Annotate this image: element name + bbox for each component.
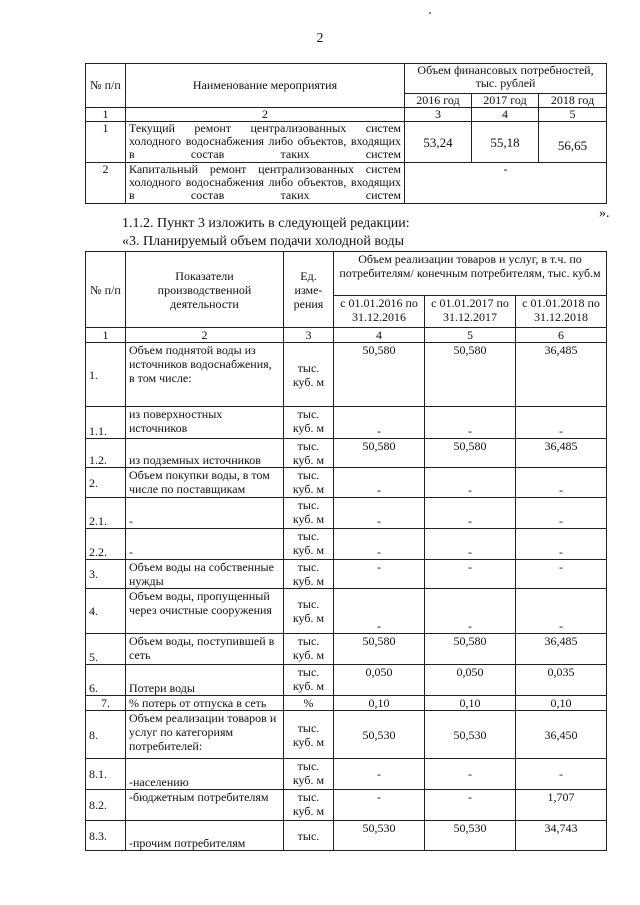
- value-2016: 50,580: [334, 634, 425, 665]
- value-2017: 0,050: [425, 665, 516, 696]
- value-2017: -: [425, 759, 516, 790]
- row-unit: тыс. куб. м: [284, 711, 334, 759]
- index-cell: 3: [284, 328, 334, 343]
- value-2016: -: [334, 759, 425, 790]
- row-num: 2.2.: [86, 529, 126, 560]
- table-row: [86, 343, 607, 407]
- value-2018: -: [516, 759, 607, 790]
- row-name: Объем воды на собственные нужды: [126, 560, 284, 589]
- value-2018: -: [516, 560, 607, 589]
- row-unit: тыс. куб. м: [284, 439, 334, 468]
- value-2017: 50,580: [425, 439, 516, 468]
- row-name: Текущий ремонт централизованных систем холодного водоснабжения либо объектов, входящих в состав таких систем: [126, 122, 405, 163]
- table-row: [86, 498, 607, 529]
- row-unit: тыс. куб. м: [284, 634, 334, 665]
- row-name: Объем поднятой воды из источников водоснабжения, в том числе:: [126, 343, 284, 407]
- row-name: -населению: [126, 759, 284, 790]
- page-number: 2: [316, 31, 324, 46]
- value-2016: 50,580: [334, 343, 425, 407]
- row-unit: тыс. куб. м: [284, 343, 334, 407]
- index-cell: 5: [539, 108, 607, 122]
- value-2016: 50,530: [334, 821, 425, 851]
- row-num: 1: [86, 122, 126, 163]
- table-row: [86, 589, 607, 634]
- row-name: Объем воды, пропущенный через очистные сооружения: [126, 589, 284, 634]
- value-2017: 50,580: [425, 343, 516, 407]
- row-num: 5.: [86, 634, 126, 665]
- value-2016: 0,10: [334, 696, 425, 711]
- row-name: из подземных источников: [126, 439, 284, 468]
- value-2018: 36,485: [516, 439, 607, 468]
- row-num: 3.: [86, 560, 126, 589]
- row-name: -: [126, 529, 284, 560]
- table-row: [86, 759, 607, 790]
- row-unit: тыс. куб. м: [284, 529, 334, 560]
- table-row: [86, 163, 607, 204]
- row-unit: тыс. куб. м: [284, 468, 334, 498]
- paragraph-heading: «3. Планируемый объем подачи холодной воды: [122, 234, 404, 249]
- value-2018: 0,10: [516, 696, 607, 711]
- value-2016: -: [334, 589, 425, 634]
- row-name: Объем воды, поступившей в сеть: [126, 634, 284, 665]
- header-num: № п/п: [86, 64, 126, 108]
- header-period-2018: с 01.01.2018 по 31.12.2018: [516, 296, 607, 328]
- row-name: -прочим потребителям: [126, 821, 284, 851]
- table-row: [86, 122, 607, 163]
- row-unit: тыс. куб. м: [284, 790, 334, 821]
- value-2018: 56,65: [539, 122, 607, 163]
- row-num: 1.: [86, 343, 126, 407]
- row-num: 2: [86, 163, 126, 204]
- value-2017: -: [425, 498, 516, 529]
- value-2017: 50,530: [425, 711, 516, 759]
- water-supply-table: [85, 251, 607, 851]
- row-name: % потерь от отпуска в сеть: [126, 696, 284, 711]
- table-row: [86, 468, 607, 498]
- index-cell: 2: [126, 108, 405, 122]
- value-2017: -: [425, 468, 516, 498]
- row-unit: тыс. куб. м: [284, 759, 334, 790]
- index-cell: 4: [472, 108, 539, 122]
- index-cell: 2: [126, 328, 284, 343]
- table-row: [86, 711, 607, 759]
- row-num: 2.: [86, 468, 126, 498]
- value-2017: -: [425, 560, 516, 589]
- header-finance: Объем финансовых потребностей, тыс. рублей: [405, 64, 607, 94]
- row-unit: тыс. куб. м: [284, 589, 334, 634]
- row-unit: тыс. куб. м: [284, 560, 334, 589]
- header-indicator: Показатели производственной деятельности: [126, 252, 284, 328]
- index-cell: 6: [516, 328, 607, 343]
- row-name: Капитальный ремонт централизованных систем холодного водоснабжения либо объектов, входящих в состав таких систем: [126, 163, 405, 204]
- row-unit: тыс. куб. м: [284, 407, 334, 439]
- value-2016: -: [334, 529, 425, 560]
- row-name: Объем покупки воды, в том числе по поставщикам: [126, 468, 284, 498]
- index-cell: 4: [334, 328, 425, 343]
- row-num: 2.1.: [86, 498, 126, 529]
- header-num: № п/п: [86, 252, 126, 328]
- header-period-2017: с 01.01.2017 по 31.12.2017: [425, 296, 516, 328]
- header-unit: Ед. изме-рения: [284, 252, 334, 328]
- value-2017: -: [425, 407, 516, 439]
- index-row: [86, 108, 607, 122]
- value-2018: -: [516, 529, 607, 560]
- table-row: [86, 821, 607, 851]
- value-2018: 0,035: [516, 665, 607, 696]
- paragraph-instruction: 1.1.2. Пункт 3 изложить в следующей редакции:: [122, 216, 410, 231]
- value-2016: -: [334, 468, 425, 498]
- row-num: 8.2.: [86, 790, 126, 821]
- table-row: [86, 407, 607, 439]
- row-num: 6.: [86, 665, 126, 696]
- header-period-2016: с 01.01.2016 по 31.12.2016: [334, 296, 425, 328]
- value-2017: -: [425, 529, 516, 560]
- value-2016: -: [334, 790, 425, 821]
- header-event-name: Наименование мероприятия: [126, 64, 405, 108]
- row-num: 7.: [86, 696, 126, 711]
- table-row: [86, 529, 607, 560]
- header-year-2017: 2017 год: [472, 94, 539, 108]
- value-2018: 36,485: [516, 634, 607, 665]
- table-row: [86, 634, 607, 665]
- value-2016: -: [334, 560, 425, 589]
- row-unit: %: [284, 696, 334, 711]
- value-2017: 55,18: [472, 122, 539, 163]
- row-name: -: [126, 498, 284, 529]
- finance-table: [85, 63, 607, 204]
- row-name: Потери воды: [126, 665, 284, 696]
- value-2018: -: [516, 498, 607, 529]
- value-2018: -: [516, 589, 607, 634]
- value-2018: 36,485: [516, 343, 607, 407]
- value-2018: 34,743: [516, 821, 607, 851]
- quote-close: ».: [599, 206, 610, 221]
- row-name: -бюджетным потребителям: [126, 790, 284, 821]
- header-volume: Объем реализации товаров и услуг, в т.ч. по потребителям/ конечным потребителям, тыс. куб.м: [334, 252, 607, 296]
- value-2016: 50,530: [334, 711, 425, 759]
- table-row: [86, 560, 607, 589]
- table-row: [86, 665, 607, 696]
- table-row: [86, 696, 607, 711]
- row-unit: тыс. куб. м: [284, 498, 334, 529]
- row-unit: тыс.: [284, 821, 334, 851]
- value-2016: -: [334, 498, 425, 529]
- value-2016: 50,580: [334, 439, 425, 468]
- value-2017: 50,580: [425, 634, 516, 665]
- header-year-2016: 2016 год: [405, 94, 472, 108]
- row-num: 8.3.: [86, 821, 126, 851]
- table-row: [86, 790, 607, 821]
- row-num: 8.: [86, 711, 126, 759]
- row-name: из поверхностных источников: [126, 407, 284, 439]
- index-row: [86, 328, 607, 343]
- index-cell: 5: [425, 328, 516, 343]
- value-2017: -: [425, 589, 516, 634]
- table-row: [86, 439, 607, 468]
- row-num: 8.1.: [86, 759, 126, 790]
- header-year-2018: 2018 год: [539, 94, 607, 108]
- value-2016: 53,24: [405, 122, 472, 163]
- value-2017: 0,10: [425, 696, 516, 711]
- value-2017: -: [425, 790, 516, 821]
- row-unit: тыс. куб. м: [284, 665, 334, 696]
- row-num: 4.: [86, 589, 126, 634]
- value-2016: 0,050: [334, 665, 425, 696]
- index-cell: 1: [86, 328, 126, 343]
- row-num: 1.2.: [86, 439, 126, 468]
- value-2018: 1,707: [516, 790, 607, 821]
- value-2017: 50,530: [425, 821, 516, 851]
- row-num: 1.1.: [86, 407, 126, 439]
- scan-speck: [429, 12, 431, 14]
- value-2018: -: [516, 468, 607, 498]
- value-2016: -: [334, 407, 425, 439]
- value-2018: -: [516, 407, 607, 439]
- value-2018: 36,450: [516, 711, 607, 759]
- row-name: Объем реализации товаров и услуг по категориям потребителей:: [126, 711, 284, 759]
- index-cell: 3: [405, 108, 472, 122]
- index-cell: 1: [86, 108, 126, 122]
- merged-value: -: [405, 163, 607, 204]
